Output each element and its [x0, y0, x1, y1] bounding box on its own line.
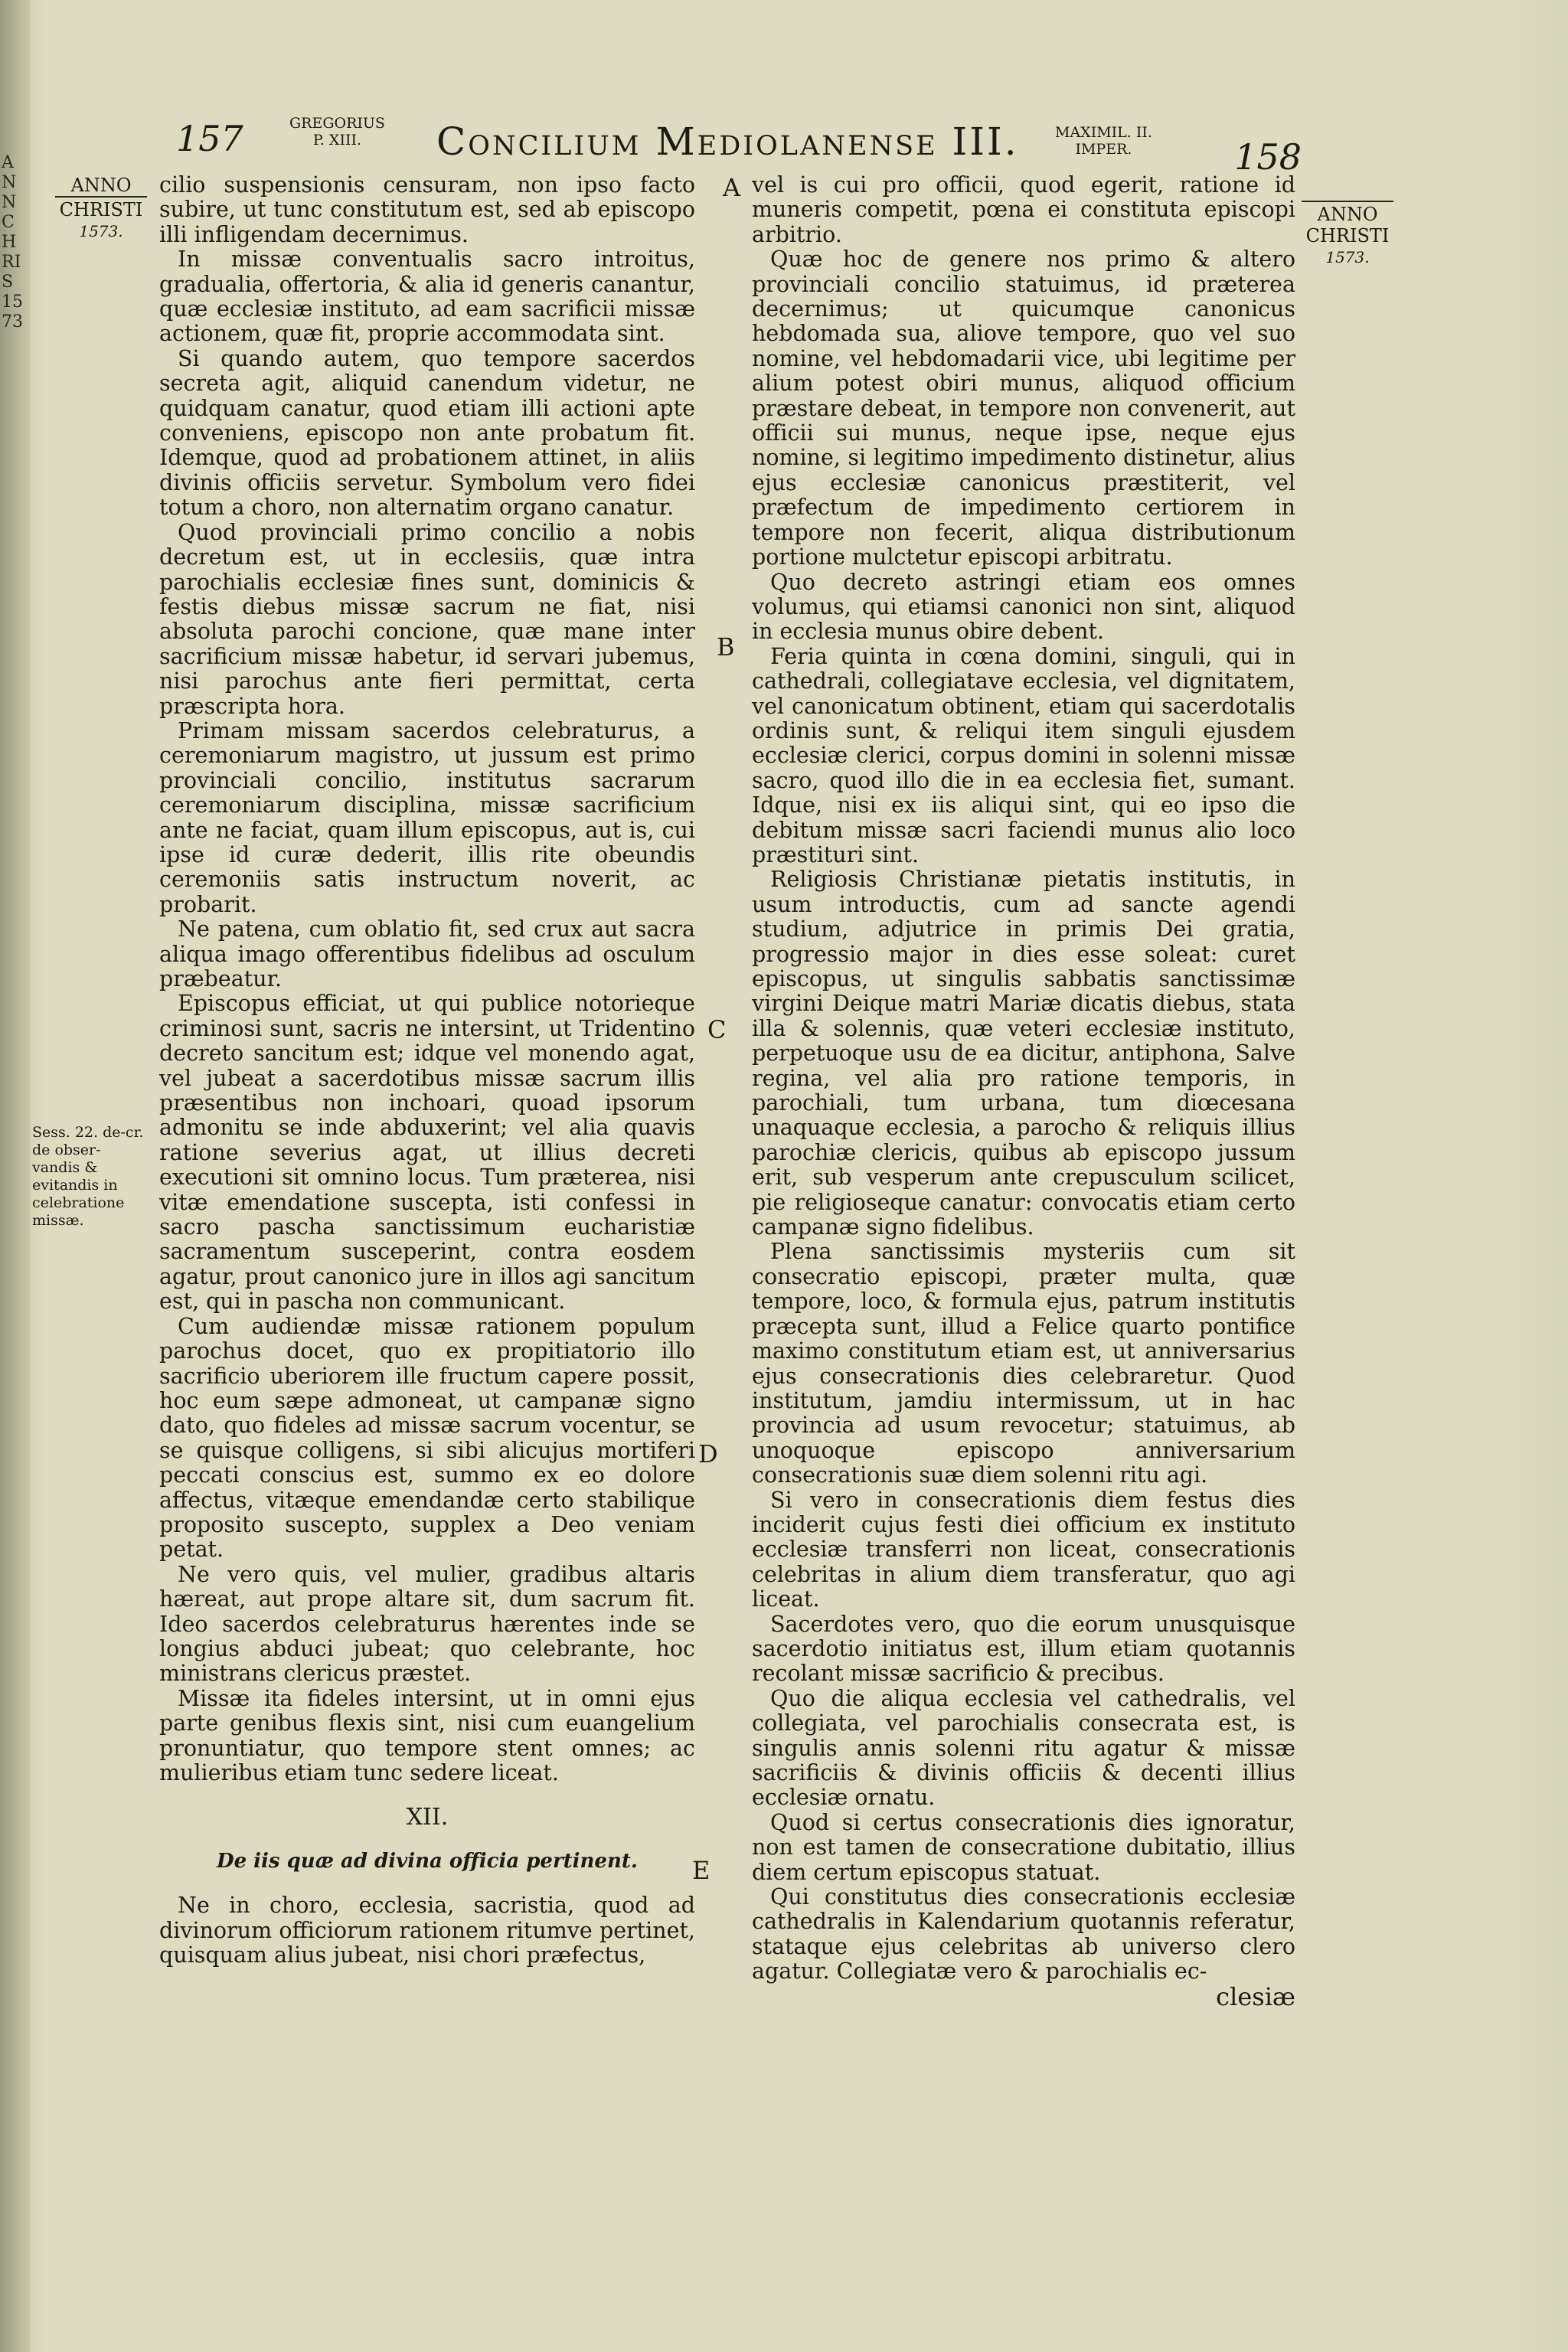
binding-gutter [0, 0, 31, 2352]
paragraph: Ne patena, cum oblatio fit, sed crux aut sacra aliqua imago offerentibus fidelibus ad osculum præbeatur. [159, 916, 695, 991]
section-number: XII. [406, 1804, 449, 1831]
previous-page-edge-fragment: ANN CHRIS 1573 [2, 153, 23, 332]
right-text-column [752, 173, 1295, 2009]
paragraph: Quo die aliqua ecclesia vel cathedralis, vel collegiata, vel parochialis consecrata est, is singulis annis solenni ritu agatur & missæ sacrificiis & divinis officiis & decenti illius ecclesiæ ornatu. [752, 1685, 1295, 1811]
paragraph: vel is cui pro officii, quod egerit, ratione id muneris competit, pœna ei constituta episcopi arbitrio. [752, 172, 1295, 247]
anno-christi-left: ANNO CHRISTI 1573. [55, 175, 147, 242]
section-marker-b: B [717, 632, 735, 662]
paragraph: cilio suspensionis censuram, non ipso facto subire, ut tunc constitutum est, sed ab episcopo illi infligendam decernimus. [159, 172, 695, 247]
paragraph: Episcopus efficiat, ut qui publice notorieque criminosi sunt, sacris ne intersint, ut Tridentino decreto sancitum est; idque vel monendo agat, vel jubeat a sacerdotibus missæ sacrum illis præsentibus non inchoari, quoad ipsorum admonitu se inde abduxerint; vel alia quavis ratione severius agat, ut illius decreti executioni sit omnino locus. Tum præterea, nisi vitæ emendatione suscepta, isti confessi in sacro pascha sanctissimum eucharistiæ sacramentum susceperint, contra eosdem agatur, prout canonico jure in illos agi sancitum est, qui in pascha non communicant. [159, 991, 695, 1315]
paragraph: Quæ hoc de genere nos primo & altero provinciali concilio statuimus, id præterea decernimus; ut quicumque canonicus hebdomada sua, aliove tempore, quo vel suo nomine, vel hebdomadarii vice, ubi legitime per alium potest obiri munus, aliquod officium præstare debeat, in tempore non convenerit, aut officii sui munus, neque ipse, neque ejus nomine, si legitimo impedimento distinetur, alius ejus ecclesiæ canonicus præstiterit, vel præfectum de impedimento certiorem in tempore non fecerit, aliqua distributionum portione mulctetur episcopi arbitratu. [752, 247, 1295, 570]
left-text-column [159, 173, 695, 1968]
section-marker-d: D [698, 1439, 718, 1468]
rule-divider [1302, 201, 1393, 202]
page-number-right: 158 [1234, 136, 1302, 178]
section-title: De iis quæ ad divina officia pertinent. [217, 1849, 638, 1873]
section-marker-a: A [723, 173, 741, 202]
section-marker-e: E [692, 1856, 710, 1885]
paragraph: Quod provinciali primo concilio a nobis decretum est, ut in ecclesiis, quæ intra parochialis ecclesiæ fines sunt, dominicis & festis diebus missæ sacrum ne fiat, nisi absoluta parochi concione, quæ mane inter sacrificium missæ habetur, id servari jubemus, nisi parochus ante fieri permittat, certa præscripta hora. [159, 519, 695, 719]
paragraph: Quo decreto astringi etiam eos omnes volumus, qui etiamsi canonici non sint, aliquod in ecclesia munus obire debent. [752, 569, 1295, 645]
paragraph: Quod si certus consecrationis dies ignoratur, non est tamen de consecratione dubitatio, illius diem certum episcopus statuat. [752, 1809, 1295, 1885]
paragraph: Primam missam sacerdos celebraturus, a ceremoniarum magistro, ut jussum est primo provinciali concilio, institutus sacrarum ceremoniarum disciplina, missæ sacrificium ante ne faciat, quam illum episcopus, aut is, cui ipse id curæ dederit, illis rite obeundis ceremoniis satis instructum noverit, ac probarit. [159, 717, 695, 917]
section-marker-c: C [707, 1015, 727, 1044]
paragraph: Plena sanctissimis mysteriis cum sit consecratio episcopi, præter multa, quæ tempore, loco, & formula ejus, patrum institutis præcepta sunt, illud a Felice quarto pontifice maximo constitutum etiam est, ut anniversarius ejus consecrationis dies celebraretur. Quod institutum, jamdiu intermissum, ut in hac provincia ad usum revocetur; statuimus, ab unoquoque episcopo anniversarium consecrationis suæ diem solenni ritu agi. [752, 1239, 1295, 1488]
paragraph: Feria quinta in cœna domini, singuli, qui in cathedrali, collegiatave ecclesia, vel dignitatem, vel canonicatum obtinent, etiam qui sacerdotalis ordinis sunt, & reliqui item singuli ejusdem ecclesiæ clerici, corpus domini in solenni missæ sacro, quod illo die in ea ecclesia fiet, sumant. Idque, nisi ex iis aliqui sint, qui eo ipso die debitum missæ sacri faciendi munus alio loco præstituri sint. [752, 643, 1295, 867]
paragraph: In missæ conventualis sacro introitus, gradualia, offertoria, & alia id generis canantur, quæ ecclesiæ instituto, ad eam sacrificii missæ actionem, quæ fit, proprie accommodata sint. [159, 247, 695, 347]
paragraph: Religiosis Christianæ pietatis institutis, in usum introductis, cum ad sancte agendi studium, adjutrice in primis Dei gratia, progressio major in dies esse soleat: curet episcopus, ut singulis sabbatis sanctissimæ virgini Deique matri Mariæ dicatis diebus, stata illa & solennis, quæ veteri ecclesiæ instituto, perpetuoque usu de ea dicitur, antiphona, Salve regina, vel alia pro ratione temporis, in parochiali, tum urbana, tum diœcesana unaquaque ecclesia, a parocho & reliquis illius parochiæ clericis, quibus ab episcopo jussum erit, sub vesperum ante crepusculum scilicet, pie religioseque canatur: convocatis etiam certo campanæ signo fidelibus. [752, 867, 1295, 1240]
rule-divider [55, 196, 147, 198]
catchword: clesiæ [1216, 1981, 1295, 2011]
margin-note-session-22: Sess. 22. de-cr. de obser-vandis & evitandis in celebratione missæ. [32, 1124, 144, 1229]
running-header [176, 113, 1302, 178]
paragraph: Qui constitutus dies consecrationis ecclesiæ cathedralis in Kalendarium quotannis referatur, stataque ejus celebritas ab universo clero agatur. Collegiatæ vero & parochialis ec- [752, 1884, 1295, 1984]
paragraph: Sacerdotes vero, quo die eorum unusquisque sacerdotio initiatus est, illum etiam quotannis recolant missæ sacrificio & precibus. [752, 1611, 1295, 1687]
pope-label: GREGORIUS P. XIII. [289, 115, 385, 149]
anno-christi-right: ANNO CHRISTI 1573. [1302, 201, 1393, 268]
paragraph: Ne vero quis, vel mulier, gradibus altaris hæreat, aut prope altare sit, dum sacrum fit. Ideo sacerdos celebraturus hærentes inde se longius abduci jubeat; quo celebrante, hoc ministrans clericus præstet. [159, 1561, 695, 1687]
page-title: Concilium Mediolanense III. [436, 119, 1019, 164]
paragraph: Missæ ita fideles intersint, ut in omni ejus parte genibus flexis sint, nisi cum euangelium pronuntiatur, quo tempore stent omnes; ac mulieribus etiam tunc sedere liceat. [159, 1685, 695, 1785]
page-number-left: 157 [176, 118, 243, 159]
paragraph: Si vero in consecrationis diem festus dies inciderit cujus festi diei officium ex instituto ecclesiæ transferri non liceat, consecrationis celebritas in alium diem transferatur, quo agi liceat. [752, 1487, 1295, 1612]
paragraph: Cum audiendæ missæ rationem populum parochus docet, quo ex propitiatorio illo sacrificio uberiorem ille fructum capere possit, hoc eum sæpe admoneat, ut campanæ signo dato, quo fideles ad missæ sacrum vocentur, se se quisque colligens, si sibi alicujus mortiferi peccati conscius est, summo ex eo dolore affectus, vitæque emendandæ certo stabilique proposito suscepto, supplex a Deo veniam petat. [159, 1313, 695, 1563]
paragraph: Si quando autem, quo tempore sacerdos secreta agit, aliquid canendum videtur, ne quidquam canatur, quod etiam illi actioni apte conveniens, episcopo non ante probatum fit. Idemque, quod ad probationem attinet, in aliis divinis officiis servetur. Symbolum vero fidei totum a choro, non alternatim organo canatur. [159, 345, 695, 521]
paragraph: Ne in choro, ecclesia, sacristia, quod ad divinorum officiorum rationem ritumve pertinet, quisquam alius jubeat, nisi chori præfectus, [159, 1893, 695, 1968]
emperor-label: MAXIMIL. II. IMPER. [1055, 124, 1152, 158]
